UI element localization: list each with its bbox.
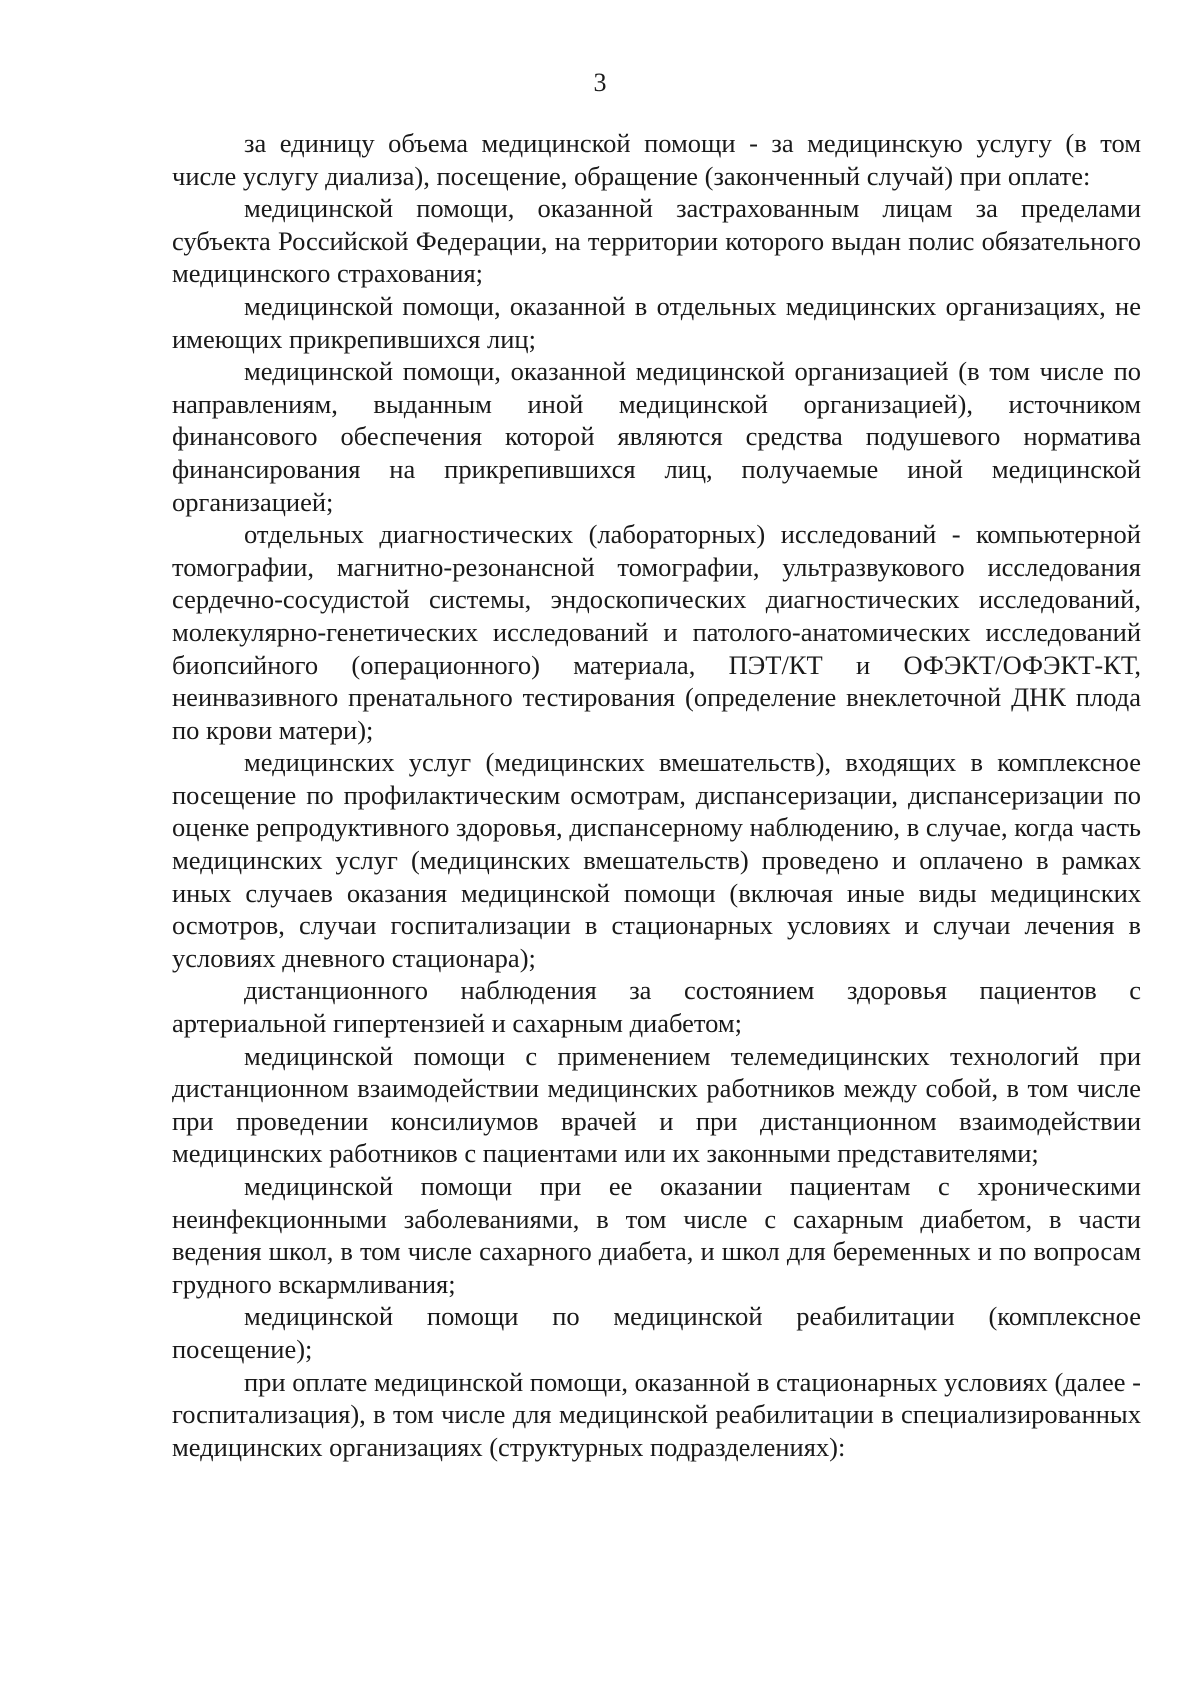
paragraph-7: дистанционного наблюдения за состоянием здоровья пациентов с артериальной гипертензией и сахарным диабетом; xyxy=(172,975,1141,1039)
paragraph-3: медицинской помощи, оказанной в отдельных медицинских организациях, не имеющих прикрепившихся лиц; xyxy=(172,290,1141,354)
paragraph-8: медицинской помощи с применением телемедицинских технологий при дистанционном взаимодействии медицинских работников между собой, в том числе при проведении консилиумов врачей и при дистанционном взаимодействии медицинских работников с пациентами или их законными представителями; xyxy=(172,1040,1141,1169)
paragraph-10: медицинской помощи по медицинской реабилитации (комплексное посещение); xyxy=(172,1301,1141,1364)
paragraph-4: медицинской помощи, оказанной медицинской организацией (в том числе по направлениям, выданным иной медицинской организацией), источником финансового обеспечения которой являются средства подушевого норматива финансирования на прикрепившихся лиц, получаемые иной медицинской организацией; xyxy=(172,356,1141,517)
paragraph-2: медицинской помощи, оказанной застрахованным лицам за пределами субъекта Российской Федерации, на территории которого выдан полис обязательного медицинского страхования; xyxy=(172,193,1141,289)
document-body xyxy=(172,127,1141,1463)
paragraph-11: при оплате медицинской помощи, оказанной в стационарных условиях (далее - госпитализация), в том числе для медицинской реабилитации в специализированных медицинских организациях (структурных подразделениях): xyxy=(172,1366,1141,1462)
page-number: 3 xyxy=(593,68,607,97)
paragraph-6: медицинских услуг (медицинских вмешательств), входящих в комплексное посещение по профилактическим осмотрам, диспансеризации, диспансеризации по оценке репродуктивного здоровья, диспансерному наблюдению, в случае, когда часть медицинских услуг (медицинских вмешательств) проведено и оплачено в рамках иных случаев оказания медицинской помощи (включая иные виды медицинских осмотров, случаи госпитализации в стационарных условиях и случаи лечения в условиях дневного стационара); xyxy=(172,747,1141,973)
paragraph-1: за единицу объема медицинской помощи - за медицинскую услугу (в том числе услугу диализа), посещение, обращение (законченный случай) при оплате: xyxy=(172,128,1141,191)
paragraph-9: медицинской помощи при ее оказании пациентам с хроническими неинфекционными заболеваниями, в том числе с сахарным диабетом, в части ведения школ, в том числе сахарного диабета, и школ для беременных и по вопросам грудного вскармливания; xyxy=(172,1171,1141,1299)
paragraph-5: отдельных диагностических (лабораторных) исследований - компьютерной томографии, магнитно-резонансной томографии, ультразвукового исследования сердечно-сосудистой системы, эндоскопических диагностических исследований, молекулярно-генетических исследований и патолого-анатомических исследований биопсийного (операционного) материала, ПЭТ/КТ и ОФЭКТ/ОФЭКТ-КТ, неинвазивного пренатального тестирования (определение внеклеточной ДНК плода по крови матери); xyxy=(172,519,1141,745)
